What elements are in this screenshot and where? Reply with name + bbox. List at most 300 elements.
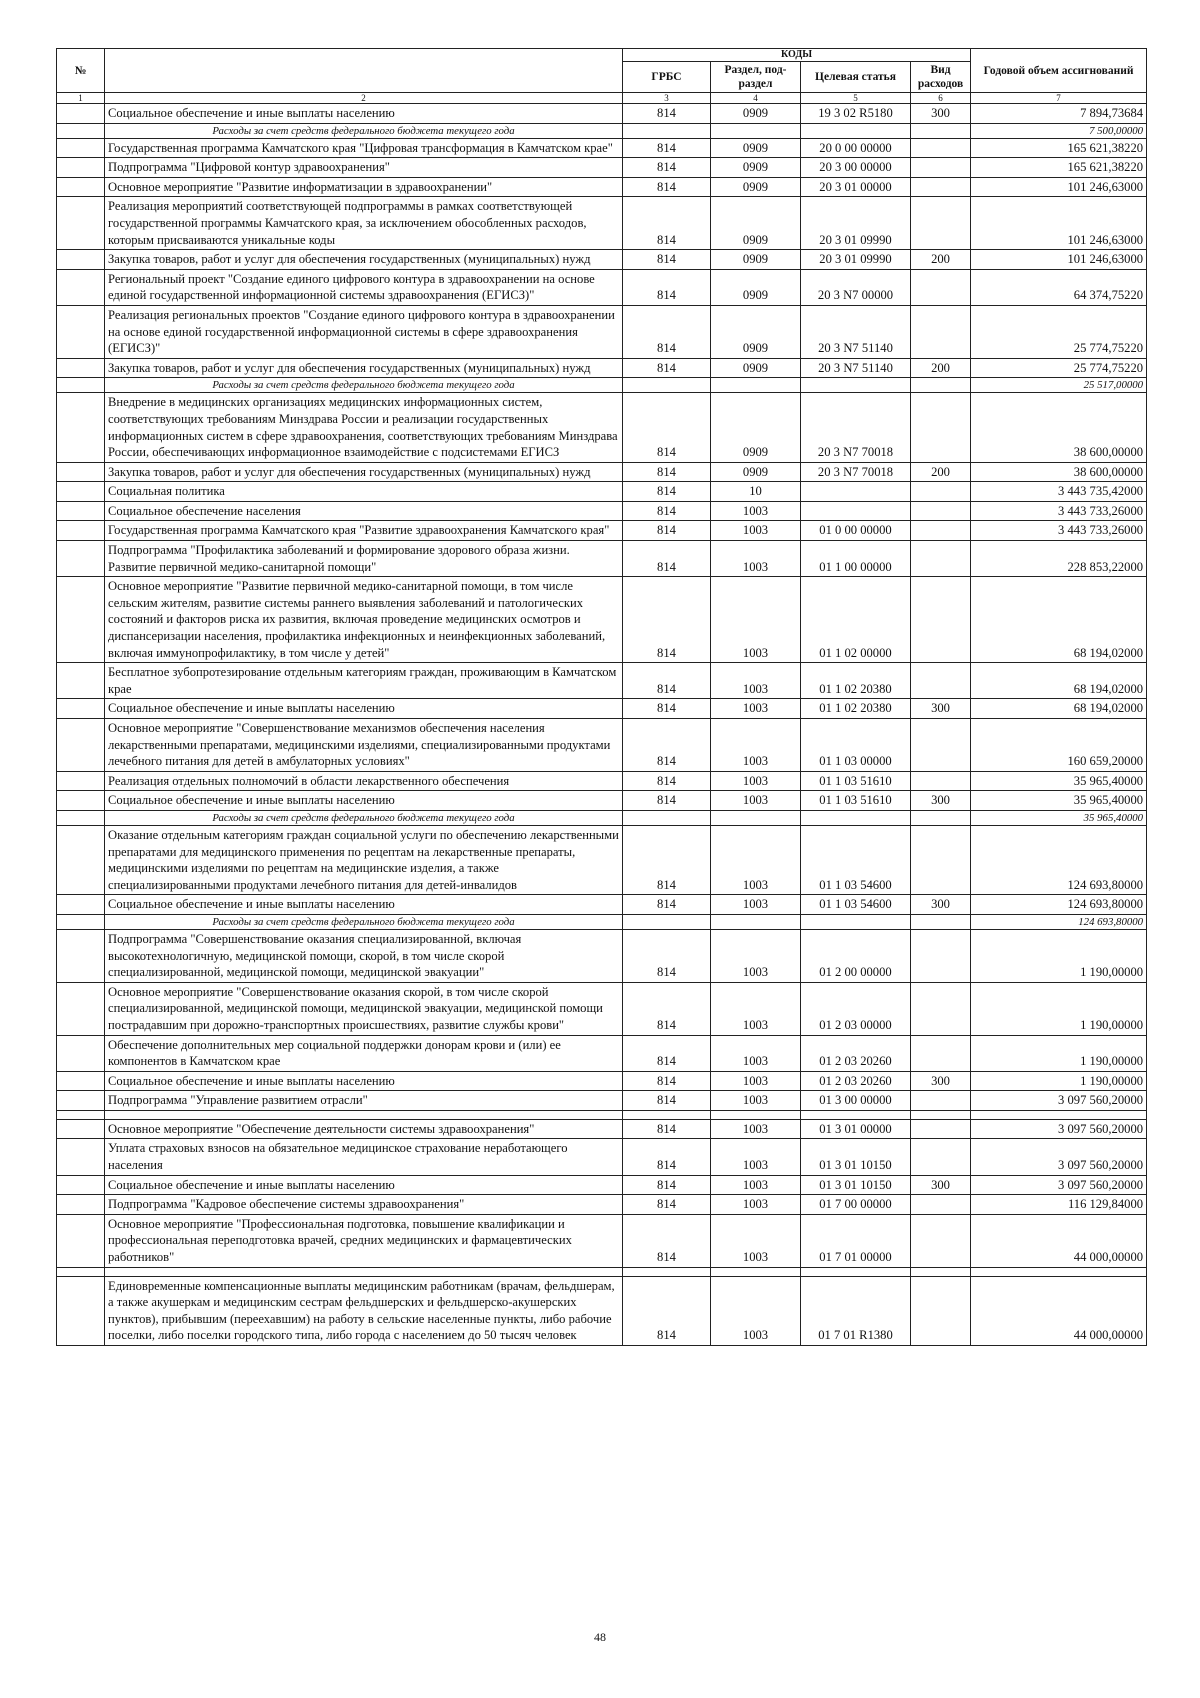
header-row-top	[57, 49, 1147, 62]
target-article-cell: 01 7 01 R1380	[801, 1276, 911, 1345]
row-number-cell	[57, 791, 105, 811]
table-row	[57, 1119, 1147, 1139]
razdel-cell: 1003	[711, 1035, 801, 1071]
row-name-cell: Региональный проект "Создание единого цифрового контура в здравоохранении на основе единой государственной информационной системы здравоохранения (ЕГИСЗ)"	[105, 269, 623, 305]
grbs-cell	[623, 914, 711, 929]
row-number-cell	[57, 358, 105, 378]
razdel-cell: 0909	[711, 104, 801, 124]
table-row	[57, 305, 1147, 358]
amount-cell: 1 190,00000	[971, 1071, 1147, 1091]
row-number-cell	[57, 393, 105, 462]
amount-cell: 68 194,02000	[971, 663, 1147, 699]
amount-cell: 68 194,02000	[971, 699, 1147, 719]
expense-type-cell: 300	[911, 1071, 971, 1091]
target-article-cell: 01 3 01 10150	[801, 1139, 911, 1175]
razdel-cell: 1003	[711, 1091, 801, 1111]
razdel-cell: 0909	[711, 197, 801, 250]
razdel-cell: 1003	[711, 982, 801, 1035]
table-row	[57, 521, 1147, 541]
razdel-cell: 0909	[711, 393, 801, 462]
spacer-cell	[57, 1267, 105, 1276]
spacer-cell	[623, 1110, 711, 1119]
row-number-cell	[57, 577, 105, 663]
expense-type-cell	[911, 1139, 971, 1175]
spacer-cell	[911, 1110, 971, 1119]
row-name-cell: Внедрение в медицинских организациях медицинских информационных систем, соответствующих требованиям Минздрава России и реализации государственных информационных систем в сфере здравоохранения, соответствующих требованиям Минздрава России, обеспечивающих информационное взаимодействие с подсистемами ЕГИСЗ	[105, 393, 623, 462]
amount-cell: 68 194,02000	[971, 577, 1147, 663]
index-cell: 1	[57, 93, 105, 104]
razdel-cell: 0909	[711, 305, 801, 358]
row-name-cell: Оказание отдельным категориям граждан социальной услуги по обеспечению лекарственными препаратами для медицинского применения по рецептам на лекарственные препараты, медицинскими изделиями по рецептам на медицинские изделия, а также специализированными продуктами лечебного питания для детей-инвалидов	[105, 825, 623, 894]
row-number-cell	[57, 482, 105, 502]
target-article-cell: 01 1 02 20380	[801, 663, 911, 699]
expense-type-cell	[911, 719, 971, 772]
amount-cell: 160 659,20000	[971, 719, 1147, 772]
table-row	[57, 1139, 1147, 1175]
amount-cell: 3 443 733,26000	[971, 501, 1147, 521]
row-name-cell: Закупка товаров, работ и услуг для обеспечения государственных (муниципальных) нужд	[105, 250, 623, 270]
grbs-cell: 814	[623, 393, 711, 462]
target-article-cell: 20 3 N7 51140	[801, 358, 911, 378]
row-number-cell	[57, 501, 105, 521]
amount-cell: 101 246,63000	[971, 250, 1147, 270]
grbs-cell: 814	[623, 104, 711, 124]
amount-cell: 25 774,75220	[971, 358, 1147, 378]
row-number-cell	[57, 250, 105, 270]
row-number-cell	[57, 269, 105, 305]
index-cell: 5	[801, 93, 911, 104]
expense-type-cell	[911, 1119, 971, 1139]
expense-type-cell	[911, 521, 971, 541]
grbs-cell: 814	[623, 825, 711, 894]
razdel-cell: 1003	[711, 825, 801, 894]
spacer-cell	[801, 1110, 911, 1119]
expense-type-cell: 200	[911, 250, 971, 270]
row-name-cell: Реализация отдельных полномочий в области лекарственного обеспечения	[105, 771, 623, 791]
amount-cell: 25 517,00000	[971, 378, 1147, 393]
target-article-cell: 20 3 01 09990	[801, 250, 911, 270]
row-name-cell: Подпрограмма "Кадровое обеспечение системы здравоохранения"	[105, 1195, 623, 1215]
table-row	[57, 1276, 1147, 1345]
row-name-cell: Подпрограмма "Цифровой контур здравоохранения"	[105, 158, 623, 178]
amount-cell: 124 693,80000	[971, 895, 1147, 915]
table-row	[57, 1035, 1147, 1071]
target-article-cell	[801, 123, 911, 138]
razdel-cell: 1003	[711, 699, 801, 719]
row-number-cell	[57, 378, 105, 393]
table-row	[57, 177, 1147, 197]
grbs-cell: 814	[623, 269, 711, 305]
row-name-cell: Расходы за счет средств федерального бюджета текущего года	[105, 378, 623, 393]
grbs-cell	[623, 123, 711, 138]
grbs-cell: 814	[623, 929, 711, 982]
grbs-cell: 814	[623, 1175, 711, 1195]
budget-table	[56, 48, 1147, 1346]
spacer-cell	[711, 1267, 801, 1276]
grbs-cell: 814	[623, 541, 711, 577]
grbs-cell: 814	[623, 982, 711, 1035]
expense-type-cell	[911, 810, 971, 825]
razdel-cell: 1003	[711, 1119, 801, 1139]
spacer-row	[57, 1110, 1147, 1119]
row-name-cell: Реализация региональных проектов "Создание единого цифрового контура в здравоохранении на основе единой государственной информационной системы в сфере здравоохранения (ЕГИСЗ)"	[105, 305, 623, 358]
target-article-cell: 20 3 01 09990	[801, 197, 911, 250]
grbs-cell: 814	[623, 250, 711, 270]
table-row	[57, 250, 1147, 270]
table-row	[57, 269, 1147, 305]
row-number-cell	[57, 719, 105, 772]
table-row	[57, 1091, 1147, 1111]
row-number-cell	[57, 1035, 105, 1071]
amount-cell: 124 693,80000	[971, 914, 1147, 929]
row-number-cell	[57, 895, 105, 915]
table-row	[57, 158, 1147, 178]
row-name-cell: Социальное обеспечение и иные выплаты населению	[105, 791, 623, 811]
federal-funds-row	[57, 378, 1147, 393]
grbs-cell: 814	[623, 1035, 711, 1071]
razdel-cell	[711, 123, 801, 138]
amount-cell: 3 097 560,20000	[971, 1175, 1147, 1195]
target-article-cell: 01 3 00 00000	[801, 1091, 911, 1111]
razdel-cell: 1003	[711, 1195, 801, 1215]
header-cs: Целевая статья	[801, 62, 911, 93]
grbs-cell: 814	[623, 482, 711, 502]
razdel-cell: 0909	[711, 462, 801, 482]
target-article-cell: 01 3 01 00000	[801, 1119, 911, 1139]
table-row	[57, 577, 1147, 663]
razdel-cell: 1003	[711, 521, 801, 541]
amount-cell: 3 443 735,42000	[971, 482, 1147, 502]
grbs-cell: 814	[623, 663, 711, 699]
razdel-cell: 0909	[711, 158, 801, 178]
table-row	[57, 393, 1147, 462]
expense-type-cell: 200	[911, 358, 971, 378]
razdel-cell: 0909	[711, 358, 801, 378]
federal-funds-row	[57, 914, 1147, 929]
row-number-cell	[57, 197, 105, 250]
target-article-cell: 01 0 00 00000	[801, 521, 911, 541]
target-article-cell: 01 2 00 00000	[801, 929, 911, 982]
amount-cell: 124 693,80000	[971, 825, 1147, 894]
row-name-cell: Основное мероприятие "Профессиональная подготовка, повышение квалификации и профессиональная переподготовка врачей, средних медицинских и фармацевтических работников"	[105, 1214, 623, 1267]
amount-cell: 64 374,75220	[971, 269, 1147, 305]
amount-cell: 44 000,00000	[971, 1276, 1147, 1345]
grbs-cell: 814	[623, 197, 711, 250]
row-number-cell	[57, 138, 105, 158]
expense-type-cell	[911, 177, 971, 197]
target-article-cell	[801, 501, 911, 521]
table-row	[57, 482, 1147, 502]
target-article-cell: 01 3 01 10150	[801, 1175, 911, 1195]
target-article-cell: 01 7 01 00000	[801, 1214, 911, 1267]
header-codes: КОДЫ	[623, 49, 971, 62]
grbs-cell: 814	[623, 1195, 711, 1215]
table-body	[57, 104, 1147, 1346]
row-name-cell: Подпрограмма "Совершенствование оказания специализированной, включая высокотехнологичную, медицинской помощи, скорой, в том числе скорой специализированной, медицинской помощи, медицинской эвакуации"	[105, 929, 623, 982]
table-row	[57, 895, 1147, 915]
grbs-cell: 814	[623, 358, 711, 378]
expense-type-cell: 300	[911, 699, 971, 719]
razdel-cell: 1003	[711, 501, 801, 521]
table-row	[57, 1175, 1147, 1195]
federal-funds-row	[57, 810, 1147, 825]
grbs-cell: 814	[623, 521, 711, 541]
row-number-cell	[57, 1139, 105, 1175]
expense-type-cell	[911, 197, 971, 250]
row-number-cell	[57, 825, 105, 894]
row-number-cell	[57, 305, 105, 358]
row-name-cell: Закупка товаров, работ и услуг для обеспечения государственных (муниципальных) нужд	[105, 358, 623, 378]
expense-type-cell	[911, 269, 971, 305]
expense-type-cell	[911, 393, 971, 462]
index-cell: 4	[711, 93, 801, 104]
grbs-cell: 814	[623, 719, 711, 772]
spacer-cell	[711, 1110, 801, 1119]
target-article-cell: 01 1 03 54600	[801, 825, 911, 894]
spacer-cell	[971, 1110, 1147, 1119]
index-cell: 6	[911, 93, 971, 104]
grbs-cell: 814	[623, 699, 711, 719]
grbs-cell: 814	[623, 577, 711, 663]
table-row	[57, 541, 1147, 577]
row-number-cell	[57, 1091, 105, 1111]
spacer-cell	[105, 1267, 623, 1276]
table-row	[57, 825, 1147, 894]
amount-cell: 101 246,63000	[971, 197, 1147, 250]
amount-cell: 7 500,00000	[971, 123, 1147, 138]
razdel-cell: 1003	[711, 929, 801, 982]
razdel-cell: 1003	[711, 1139, 801, 1175]
grbs-cell: 814	[623, 158, 711, 178]
razdel-cell: 1003	[711, 1214, 801, 1267]
grbs-cell: 814	[623, 1091, 711, 1111]
razdel-cell	[711, 914, 801, 929]
amount-cell: 3 097 560,20000	[971, 1119, 1147, 1139]
spacer-cell	[105, 1110, 623, 1119]
row-name-cell: Основное мероприятие "Развитие первичной медико-санитарной помощи, в том числе сельским жителям, развитие системы раннего выявления заболеваний и патологических состояний и факторов риска их развития, включая проведение медицинских осмотров и диспансеризации населения, профилактика инфекционных и неинфекционных заболеваний, включая иммунопрофилактику, в том числе у детей"	[105, 577, 623, 663]
target-article-cell: 01 1 03 51610	[801, 771, 911, 791]
target-article-cell: 20 3 N7 70018	[801, 393, 911, 462]
razdel-cell: 0909	[711, 250, 801, 270]
expense-type-cell	[911, 771, 971, 791]
expense-type-cell	[911, 825, 971, 894]
amount-cell: 38 600,00000	[971, 462, 1147, 482]
expense-type-cell	[911, 378, 971, 393]
table-row	[57, 197, 1147, 250]
row-number-cell	[57, 929, 105, 982]
row-name-cell: Основное мероприятие "Развитие информатизации в здравоохранении"	[105, 177, 623, 197]
expense-type-cell	[911, 929, 971, 982]
row-name-cell: Бесплатное зубопротезирование отдельным категориям граждан, проживающим в Камчатском крае	[105, 663, 623, 699]
table-row	[57, 663, 1147, 699]
row-name-cell: Уплата страховых взносов на обязательное медицинское страхование неработающего населения	[105, 1139, 623, 1175]
expense-type-cell	[911, 1091, 971, 1111]
target-article-cell: 01 2 03 20260	[801, 1071, 911, 1091]
table-row	[57, 699, 1147, 719]
target-article-cell	[801, 482, 911, 502]
row-name-cell: Основное мероприятие "Совершенствование оказания скорой, в том числе скорой специализированной, медицинской помощи, медицинской эвакуации, медицинской помощи пострадавшим при дорожно-транспортных происшествиях, развитие службы крови"	[105, 982, 623, 1035]
target-article-cell: 19 3 02 R5180	[801, 104, 911, 124]
target-article-cell: 20 3 00 00000	[801, 158, 911, 178]
table-row	[57, 1214, 1147, 1267]
row-number-cell	[57, 982, 105, 1035]
razdel-cell: 0909	[711, 177, 801, 197]
row-name-cell: Реализация мероприятий соответствующей подпрограммы в рамках соответствующей государственной программы Камчатского края, за исключением обособленных расходов, которым присваиваются уникальные коды	[105, 197, 623, 250]
expense-type-cell	[911, 1195, 971, 1215]
row-name-cell: Подпрограмма "Профилактика заболеваний и формирование здорового образа жизни. Развитие первичной медико-санитарной помощи"	[105, 541, 623, 577]
razdel-cell: 1003	[711, 1276, 801, 1345]
row-name-cell: Социальное обеспечение населения	[105, 501, 623, 521]
row-number-cell	[57, 1276, 105, 1345]
razdel-cell: 1003	[711, 541, 801, 577]
row-name-cell: Социальное обеспечение и иные выплаты населению	[105, 895, 623, 915]
table-row	[57, 104, 1147, 124]
row-number-cell	[57, 1071, 105, 1091]
grbs-cell: 814	[623, 1119, 711, 1139]
table-row	[57, 1195, 1147, 1215]
row-name-cell: Социальное обеспечение и иные выплаты населению	[105, 1175, 623, 1195]
target-article-cell: 20 3 N7 00000	[801, 269, 911, 305]
index-cell: 7	[971, 93, 1147, 104]
header-vr: Вид расходов	[911, 62, 971, 93]
expense-type-cell	[911, 577, 971, 663]
razdel-cell: 1003	[711, 719, 801, 772]
row-name-cell: Расходы за счет средств федерального бюджета текущего года	[105, 123, 623, 138]
amount-cell: 35 965,40000	[971, 791, 1147, 811]
expense-type-cell: 200	[911, 462, 971, 482]
spacer-row	[57, 1267, 1147, 1276]
row-name-cell: Расходы за счет средств федерального бюджета текущего года	[105, 810, 623, 825]
index-cell: 3	[623, 93, 711, 104]
expense-type-cell	[911, 305, 971, 358]
grbs-cell: 814	[623, 1276, 711, 1345]
target-article-cell: 01 2 03 00000	[801, 982, 911, 1035]
target-article-cell: 01 1 02 00000	[801, 577, 911, 663]
expense-type-cell	[911, 482, 971, 502]
target-article-cell	[801, 810, 911, 825]
expense-type-cell: 300	[911, 1175, 971, 1195]
amount-cell: 25 774,75220	[971, 305, 1147, 358]
razdel-cell: 1003	[711, 895, 801, 915]
table-row	[57, 462, 1147, 482]
spacer-cell	[971, 1267, 1147, 1276]
expense-type-cell	[911, 1214, 971, 1267]
row-number-cell	[57, 1195, 105, 1215]
header-num: №	[57, 49, 105, 93]
row-number-cell	[57, 1119, 105, 1139]
target-article-cell	[801, 378, 911, 393]
header-name	[105, 49, 623, 93]
grbs-cell	[623, 378, 711, 393]
razdel-cell: 1003	[711, 1175, 801, 1195]
row-name-cell: Единовременные компенсационные выплаты медицинским работникам (врачам, фельдшерам, а также акушеркам и медицинским сестрам фельдшерских и фельдшерско-акушерских пунктов), прибывшим (переехавшим) на работу в сельские населенные пункты, либо рабочие поселки, либо поселки городского типа, либо города с населением до 50 тысяч человек	[105, 1276, 623, 1345]
expense-type-cell	[911, 123, 971, 138]
target-article-cell: 01 1 03 00000	[801, 719, 911, 772]
federal-funds-row	[57, 123, 1147, 138]
target-article-cell: 01 1 02 20380	[801, 699, 911, 719]
amount-cell: 228 853,22000	[971, 541, 1147, 577]
grbs-cell: 814	[623, 791, 711, 811]
row-name-cell: Закупка товаров, работ и услуг для обеспечения государственных (муниципальных) нужд	[105, 462, 623, 482]
amount-cell: 1 190,00000	[971, 1035, 1147, 1071]
amount-cell: 35 965,40000	[971, 771, 1147, 791]
row-number-cell	[57, 123, 105, 138]
row-number-cell	[57, 462, 105, 482]
target-article-cell	[801, 914, 911, 929]
spacer-cell	[801, 1267, 911, 1276]
header-sum: Годовой объем ассигнований	[971, 49, 1147, 93]
row-name-cell: Обеспечение дополнительных мер социальной поддержки донорам крови и (или) ее компонентов в Камчатском крае	[105, 1035, 623, 1071]
row-number-cell	[57, 663, 105, 699]
row-name-cell: Государственная программа Камчатского края "Развитие здравоохранения Камчатского края"	[105, 521, 623, 541]
table-row	[57, 358, 1147, 378]
target-article-cell: 20 3 N7 70018	[801, 462, 911, 482]
razdel-cell: 1003	[711, 577, 801, 663]
amount-cell: 101 246,63000	[971, 177, 1147, 197]
grbs-cell: 814	[623, 1139, 711, 1175]
expense-type-cell: 300	[911, 104, 971, 124]
column-index-row	[57, 93, 1147, 104]
row-number-cell	[57, 521, 105, 541]
amount-cell: 35 965,40000	[971, 810, 1147, 825]
expense-type-cell	[911, 138, 971, 158]
header-grbs: ГРБС	[623, 62, 711, 93]
table-row	[57, 929, 1147, 982]
amount-cell: 3 097 560,20000	[971, 1091, 1147, 1111]
razdel-cell: 10	[711, 482, 801, 502]
table-row	[57, 982, 1147, 1035]
amount-cell: 38 600,00000	[971, 393, 1147, 462]
expense-type-cell: 300	[911, 791, 971, 811]
expense-type-cell	[911, 914, 971, 929]
grbs-cell: 814	[623, 138, 711, 158]
razdel-cell: 0909	[711, 138, 801, 158]
razdel-cell	[711, 378, 801, 393]
spacer-cell	[57, 1110, 105, 1119]
grbs-cell: 814	[623, 771, 711, 791]
row-number-cell	[57, 810, 105, 825]
amount-cell: 7 894,73684	[971, 104, 1147, 124]
expense-type-cell	[911, 982, 971, 1035]
razdel-cell	[711, 810, 801, 825]
spacer-cell	[911, 1267, 971, 1276]
row-name-cell: Социальное обеспечение и иные выплаты населению	[105, 104, 623, 124]
amount-cell: 3 097 560,20000	[971, 1139, 1147, 1175]
target-article-cell: 01 1 00 00000	[801, 541, 911, 577]
target-article-cell: 01 1 03 54600	[801, 895, 911, 915]
table-row	[57, 791, 1147, 811]
amount-cell: 165 621,38220	[971, 158, 1147, 178]
expense-type-cell	[911, 663, 971, 699]
grbs-cell: 814	[623, 501, 711, 521]
spacer-cell	[623, 1267, 711, 1276]
expense-type-cell: 300	[911, 895, 971, 915]
row-number-cell	[57, 771, 105, 791]
expense-type-cell	[911, 501, 971, 521]
expense-type-cell	[911, 541, 971, 577]
row-number-cell	[57, 699, 105, 719]
table-row	[57, 719, 1147, 772]
razdel-cell: 0909	[711, 269, 801, 305]
expense-type-cell	[911, 1035, 971, 1071]
row-name-cell: Социальное обеспечение и иные выплаты населению	[105, 699, 623, 719]
grbs-cell: 814	[623, 177, 711, 197]
table-row	[57, 138, 1147, 158]
row-name-cell: Основное мероприятие "Совершенствование механизмов обеспечения населения лекарственными препаратами, медицинскими изделиями, специализированными продуктами лечебного питания для детей в амбулаторных условиях"	[105, 719, 623, 772]
amount-cell: 1 190,00000	[971, 982, 1147, 1035]
target-article-cell: 01 7 00 00000	[801, 1195, 911, 1215]
target-article-cell: 20 3 01 00000	[801, 177, 911, 197]
